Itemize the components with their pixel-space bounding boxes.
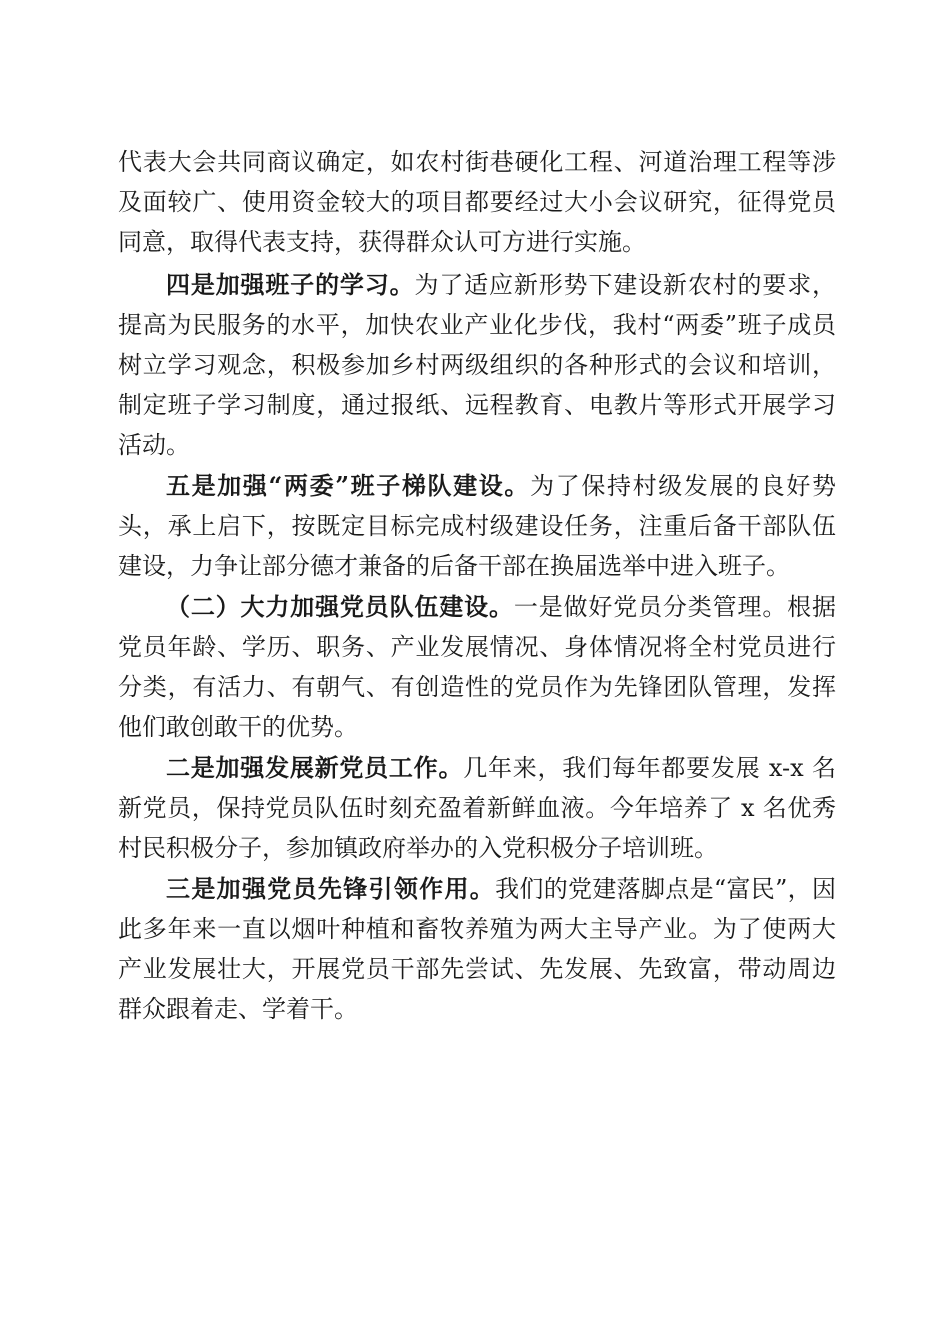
paragraph-lead-heading: 三是加强党员先锋引领作用。 <box>166 874 496 903</box>
document-body <box>118 142 836 1029</box>
paragraph-team-study <box>118 265 836 465</box>
paragraph-lead-heading: 二是加强发展新党员工作。 <box>166 753 464 782</box>
paragraph-team-echelon <box>118 466 836 586</box>
paragraph-continuation <box>118 142 836 262</box>
paragraph-body-text: 代表大会共同商议确定，如农村街巷硬化工程、河道治理工程等涉及面较广、使用资金较大的项目都要经过大小会议研究，征得党员同意，取得代表支持，获得群众认可方进行实施。 <box>118 148 836 256</box>
paragraph-party-member-team <box>118 587 836 747</box>
paragraph-body-text: 为了保持村级发展的良好势头，承上启下，按既定目标完成村级建设任务，注重后备干部队伍建设，力争让部分德才兼备的后备干部在换届选举中进入班子。 <box>118 472 837 580</box>
paragraph-lead-heading: 五是加强“两委”班子梯队建设。 <box>166 471 531 500</box>
paragraph-new-members <box>118 748 836 868</box>
paragraph-vanguard-role <box>118 869 836 1029</box>
paragraph-lead-heading: 四是加强班子的学习。 <box>166 270 415 299</box>
paragraph-body-text: 为了适应新形势下建设新农村的要求，提高为民服务的水平，加快农业产业化步伐，我村“两委”班子成员树立学习观念，积极参加乡村两级组织的各种形式的会议和培训，制定班子学习制度，通过报纸、远程教育、电教片等形式开展学习活动。 <box>118 271 837 459</box>
paragraph-body-text: 我们的党建落脚点是“富民”，因此多年来一直以烟叶种植和畜牧养殖为两大主导产业。为了使两大产业发展壮大，开展党员干部先尝试、先发展、先致富，带动周边群众跟着走、学着干。 <box>118 875 836 1023</box>
paragraph-body-text: 一是做好党员分类管理。根据党员年龄、学历、职务、产业发展情况、身体情况将全村党员进行分类，有活力、有朝气、有创造性的党员作为先锋团队管理，发挥他们敢创敢干的优势。 <box>118 593 837 741</box>
paragraph-section-heading: （二）大力加强党员队伍建设。 <box>166 592 514 621</box>
paragraph-body-text: 几年来，我们每年都要发展 x-x 名新党员，保持党员队伍时刻充盈着新鲜血液。今年培养了 x 名优秀村民积极分子，参加镇政府举办的入党积极分子培训班。 <box>118 754 837 862</box>
